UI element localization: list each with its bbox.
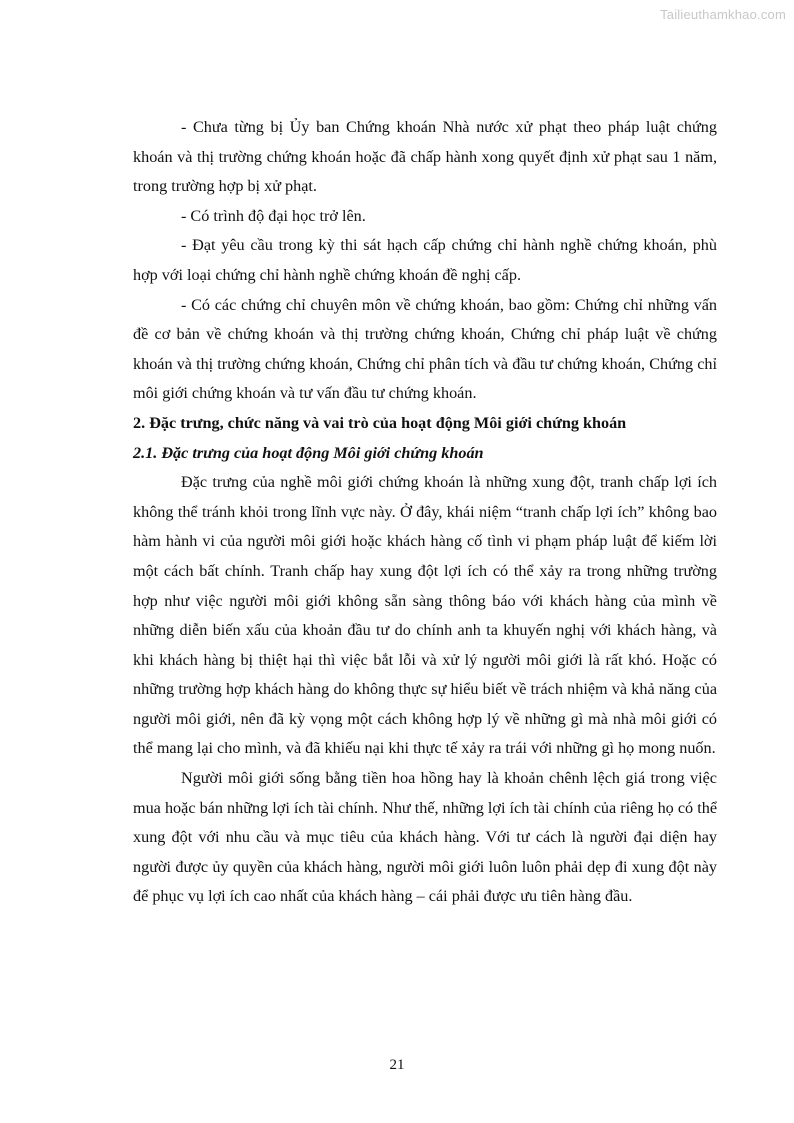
paragraph: - Có các chứng chỉ chuyên môn về chứng khoán, bao gồm: Chứng chỉ những vấn đề cơ bản về chứng khoán và thị trường chứng khoán, Chứng chỉ pháp luật về chứng khoán và thị trường chứng khoán, Chứng chỉ phân tích và đầu tư chứng khoán, Chứng chỉ môi giới chứng khoán và tư vấn đầu tư chứng khoán. (133, 295, 717, 403)
section-heading: 2. Đặc trưng, chức năng và vai trò của hoạt động Môi giới chứng khoán (133, 413, 627, 432)
document-body (133, 113, 717, 912)
paragraph: Người môi giới sống bằng tiền hoa hồng hay là khoản chênh lệch giá trong việc mua hoặc bán những lợi ích tài chính. Như thế, những lợi ích tài chính của riêng họ có thể xung đột với nhu cầu và mục tiêu của khách hàng. Với tư cách là người đại diện hay người được ủy quyền của khách hàng, người môi giới luôn luôn phải dẹp đi xung đột này để phục vụ lợi ích cao nhất của khách hàng – cái phải được ưu tiên hàng đầu. (133, 769, 717, 906)
subsection-heading: 2.1. Đặc trưng của hoạt động Môi giới chứng khoán (133, 443, 484, 462)
paragraph: - Chưa từng bị Ủy ban Chứng khoán Nhà nước xử phạt theo pháp luật chứng khoán và thị trường chứng khoán hoặc đã chấp hành xong quyết định xử phạt sau 1 năm, trong trường hợp bị xử phạt. (133, 118, 717, 196)
paragraph: - Có trình độ đại học trở lên. (181, 206, 366, 225)
paragraph: Đặc trưng của nghề môi giới chứng khoán là những xung đột, tranh chấp lợi ích không thể tránh khỏi trong lĩnh vực này. Ở đây, khái niệm “tranh chấp lợi ích” không bao hàm hành vi của người môi giới hoặc khách hàng cố tình vi phạm pháp luật để kiếm lời một cách bất chính. Tranh chấp hay xung đột lợi ích có thể xảy ra trong những trường hợp như việc người môi giới không sẵn sàng thông báo với khách hàng của mình về những diễn biến xấu của khoản đầu tư do chính anh ta khuyến nghị với khách hàng, và khi khách hàng bị thiệt hại thì việc bắt lỗi và xử lý người môi giới là rất khó. Hoặc có những trường hợp khách hàng do không thực sự hiểu biết về trách nhiệm và khả năng của người môi giới, nên đã kỳ vọng một cách không hợp lý về những gì mà nhà môi giới có thể mang lại cho mình, và đã khiếu nại khi thực tế xảy ra trái với những gì họ mong nuốn. (133, 473, 717, 758)
page-number: 21 (389, 1057, 405, 1073)
watermark: Tailieuthamkhao.com (660, 7, 786, 22)
paragraph: - Đạt yêu cầu trong kỳ thi sát hạch cấp chứng chỉ hành nghề chứng khoán, phù hợp với loại chứng chỉ hành nghề chứng khoán đề nghị cấp. (133, 236, 717, 284)
